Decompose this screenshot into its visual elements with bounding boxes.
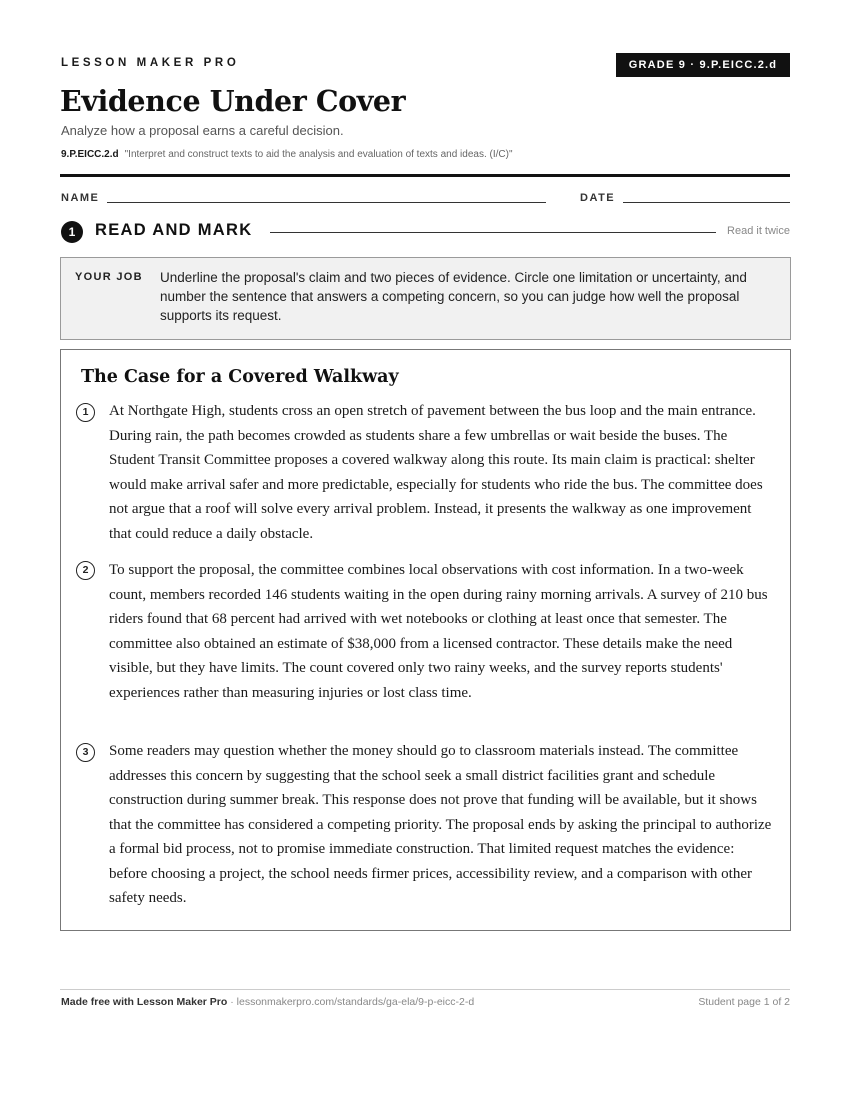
section-number-badge: 1 (61, 221, 83, 243)
standard-code: 9.P.EICC.2.d (61, 149, 119, 160)
paragraph-number: 1 (76, 403, 95, 422)
name-label: NAME (61, 192, 100, 204)
section-title: READ AND MARK (95, 221, 253, 239)
date-field[interactable] (623, 202, 790, 203)
standard-text: "Interpret and construct texts to aid the analysis and evaluation of texts and ideas. (I/C)" (124, 149, 513, 160)
footer-made-with: Made free with Lesson Maker Pro (61, 996, 228, 1008)
page-title: Evidence Under Cover (60, 84, 406, 118)
section-divider (270, 232, 716, 233)
footer-credit (61, 996, 474, 1008)
header-divider (60, 174, 790, 177)
paragraph-number: 2 (76, 561, 95, 580)
footer-separator: · (227, 996, 237, 1008)
job-label: YOUR JOB (75, 271, 143, 283)
footer-url-link[interactable]: lessonmakerpro.com/standards/ga-ela/9-p-eicc-2-d (236, 996, 475, 1008)
grade-badge: GRADE 9 · 9.P.EICC.2.d (616, 53, 790, 77)
job-instructions: Underline the proposal's claim and two pieces of evidence. Circle one limitation or uncertainty, and number the sentence that answers a competing concern, so you can judge how well the proposal supports its request. (160, 270, 747, 323)
date-label: DATE (580, 192, 616, 204)
page-subtitle: Analyze how a proposal earns a careful decision. (61, 123, 344, 138)
paragraph-number: 3 (76, 743, 95, 762)
footer-page-number: Student page 1 of 2 (698, 996, 790, 1008)
standard-line (61, 149, 513, 160)
footer-divider (60, 989, 790, 990)
paragraph-text: At Northgate High, students cross an open stretch of pavement between the bus loop and the main entrance. During rain, the path becomes crowded as students share a few umbrellas or wait beside the buses. The Student Transit Committee proposes a covered walkway along this route. Its main claim is practical: shelter would make arrival safer and more predictable, especially for students who ride the bus. The committee does not argue that a roof will solve every arrival problem. Instead, it presents the walkway as one improvement that could reduce a daily obstacle. (109, 403, 763, 542)
name-field[interactable] (107, 202, 546, 203)
paragraph-text: Some readers may question whether the money should go to classroom materials instead. The committee addresses this concern by suggesting that the school seek a small district facilities grant and schedule construction during summer break. This response does not prove that funding will be available, but it shows that the committee has considered a competing priority. The proposal ends by asking the principal to authorize a formal bid process, not to promise immediate construction. That limited request matches the evidence: before choosing a project, the school needs firmer prices, accessibility review, and a comparison with other safety needs. (109, 743, 772, 906)
brand-name: LESSON MAKER PRO (61, 57, 240, 69)
paragraph-text: To support the proposal, the committee combines local observations with cost information. In a two-week count, members recorded 146 students waiting in the open during rainy morning arrivals. A survey of 210 bus riders found that 68 percent had arrived with wet notebooks or clothing at least once that semester. The committee also obtained an estimate of $38,000 from a licensed contractor. These details make the need visible, but they have limits. The count covered only two rainy weeks, and the survey reports students' experiences rather than measuring injuries or lost class time. (109, 562, 768, 701)
section-note: Read it twice (727, 225, 790, 237)
passage-title: The Case for a Covered Walkway (81, 367, 399, 387)
